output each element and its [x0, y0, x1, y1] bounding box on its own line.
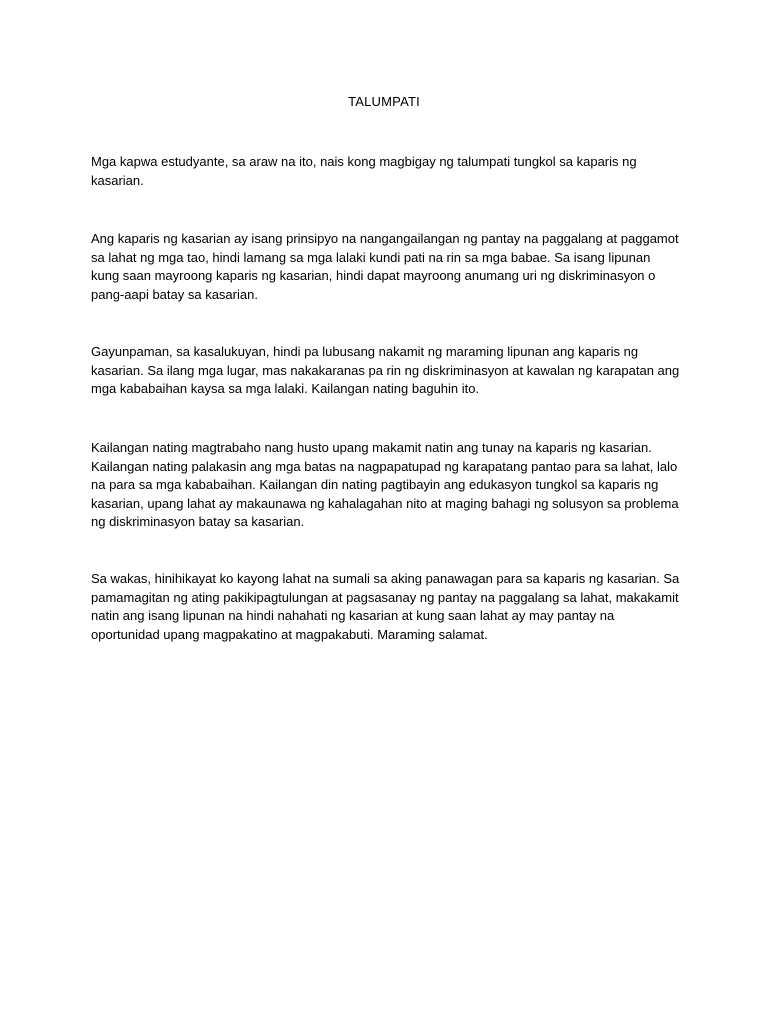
- paragraph-introduction: Mga kapwa estudyante, sa araw na ito, nais kong magbigay ng talumpati tungkol sa kaparis ng kasarian.: [91, 154, 637, 188]
- paragraph-current-state: Gayunpaman, sa kasalukuyan, hindi pa lubusang nakamit ng maraming lipunan ang kaparis ng kasarian. Sa ilang mga lugar, mas nakakaranas pa rin ng diskriminasyon at kawalan ng karapatan ang mga kababaihan kaysa sa mga lalaki. Kailangan nating baguhin ito.: [91, 344, 680, 397]
- document-title: TALUMPATI: [348, 94, 420, 109]
- paragraph-definition: Ang kaparis ng kasarian ay isang prinsipyo na nangangailangan ng pantay na paggalang at paggamot sa lahat ng mga tao, hindi lamang sa mga lalaki kundi pati na rin sa mga babae. Sa isang lipunan kung saan mayroong kaparis ng kasarian, hindi dapat mayroong anumang uri ng diskriminasyon o pang-aapi batay sa kasarian.: [91, 231, 679, 302]
- paragraph-call-for-action: Kailangan nating magtrabaho nang husto upang makamit natin ang tunay na kaparis ng kasarian. Kailangan nating palakasin ang mga batas na nagpapatupad ng karapatang pantao para sa lahat, lalo na para sa mga kababaihan. Kailangan din nating pagtibayin ang edukasyon tungkol sa kaparis ng kasarian, upang lahat ay makaunawa ng kahalagahan nito at maging bahagi ng solusyon sa problema ng diskriminasyon batay sa kasarian.: [91, 440, 679, 530]
- paragraph-conclusion: Sa wakas, hinihikayat ko kayong lahat na sumali sa aking panawagan para sa kaparis ng kasarian. Sa pamamagitan ng ating pakikipagtulungan at pagsasanay ng pantay na paggalang sa lahat, makakamit natin ang isang lipunan na hindi nahahati ng kasarian at kung saan lahat ay may pantay na oportunidad upang magpakatino at magpakabuti. Maraming salamat.: [91, 571, 680, 642]
